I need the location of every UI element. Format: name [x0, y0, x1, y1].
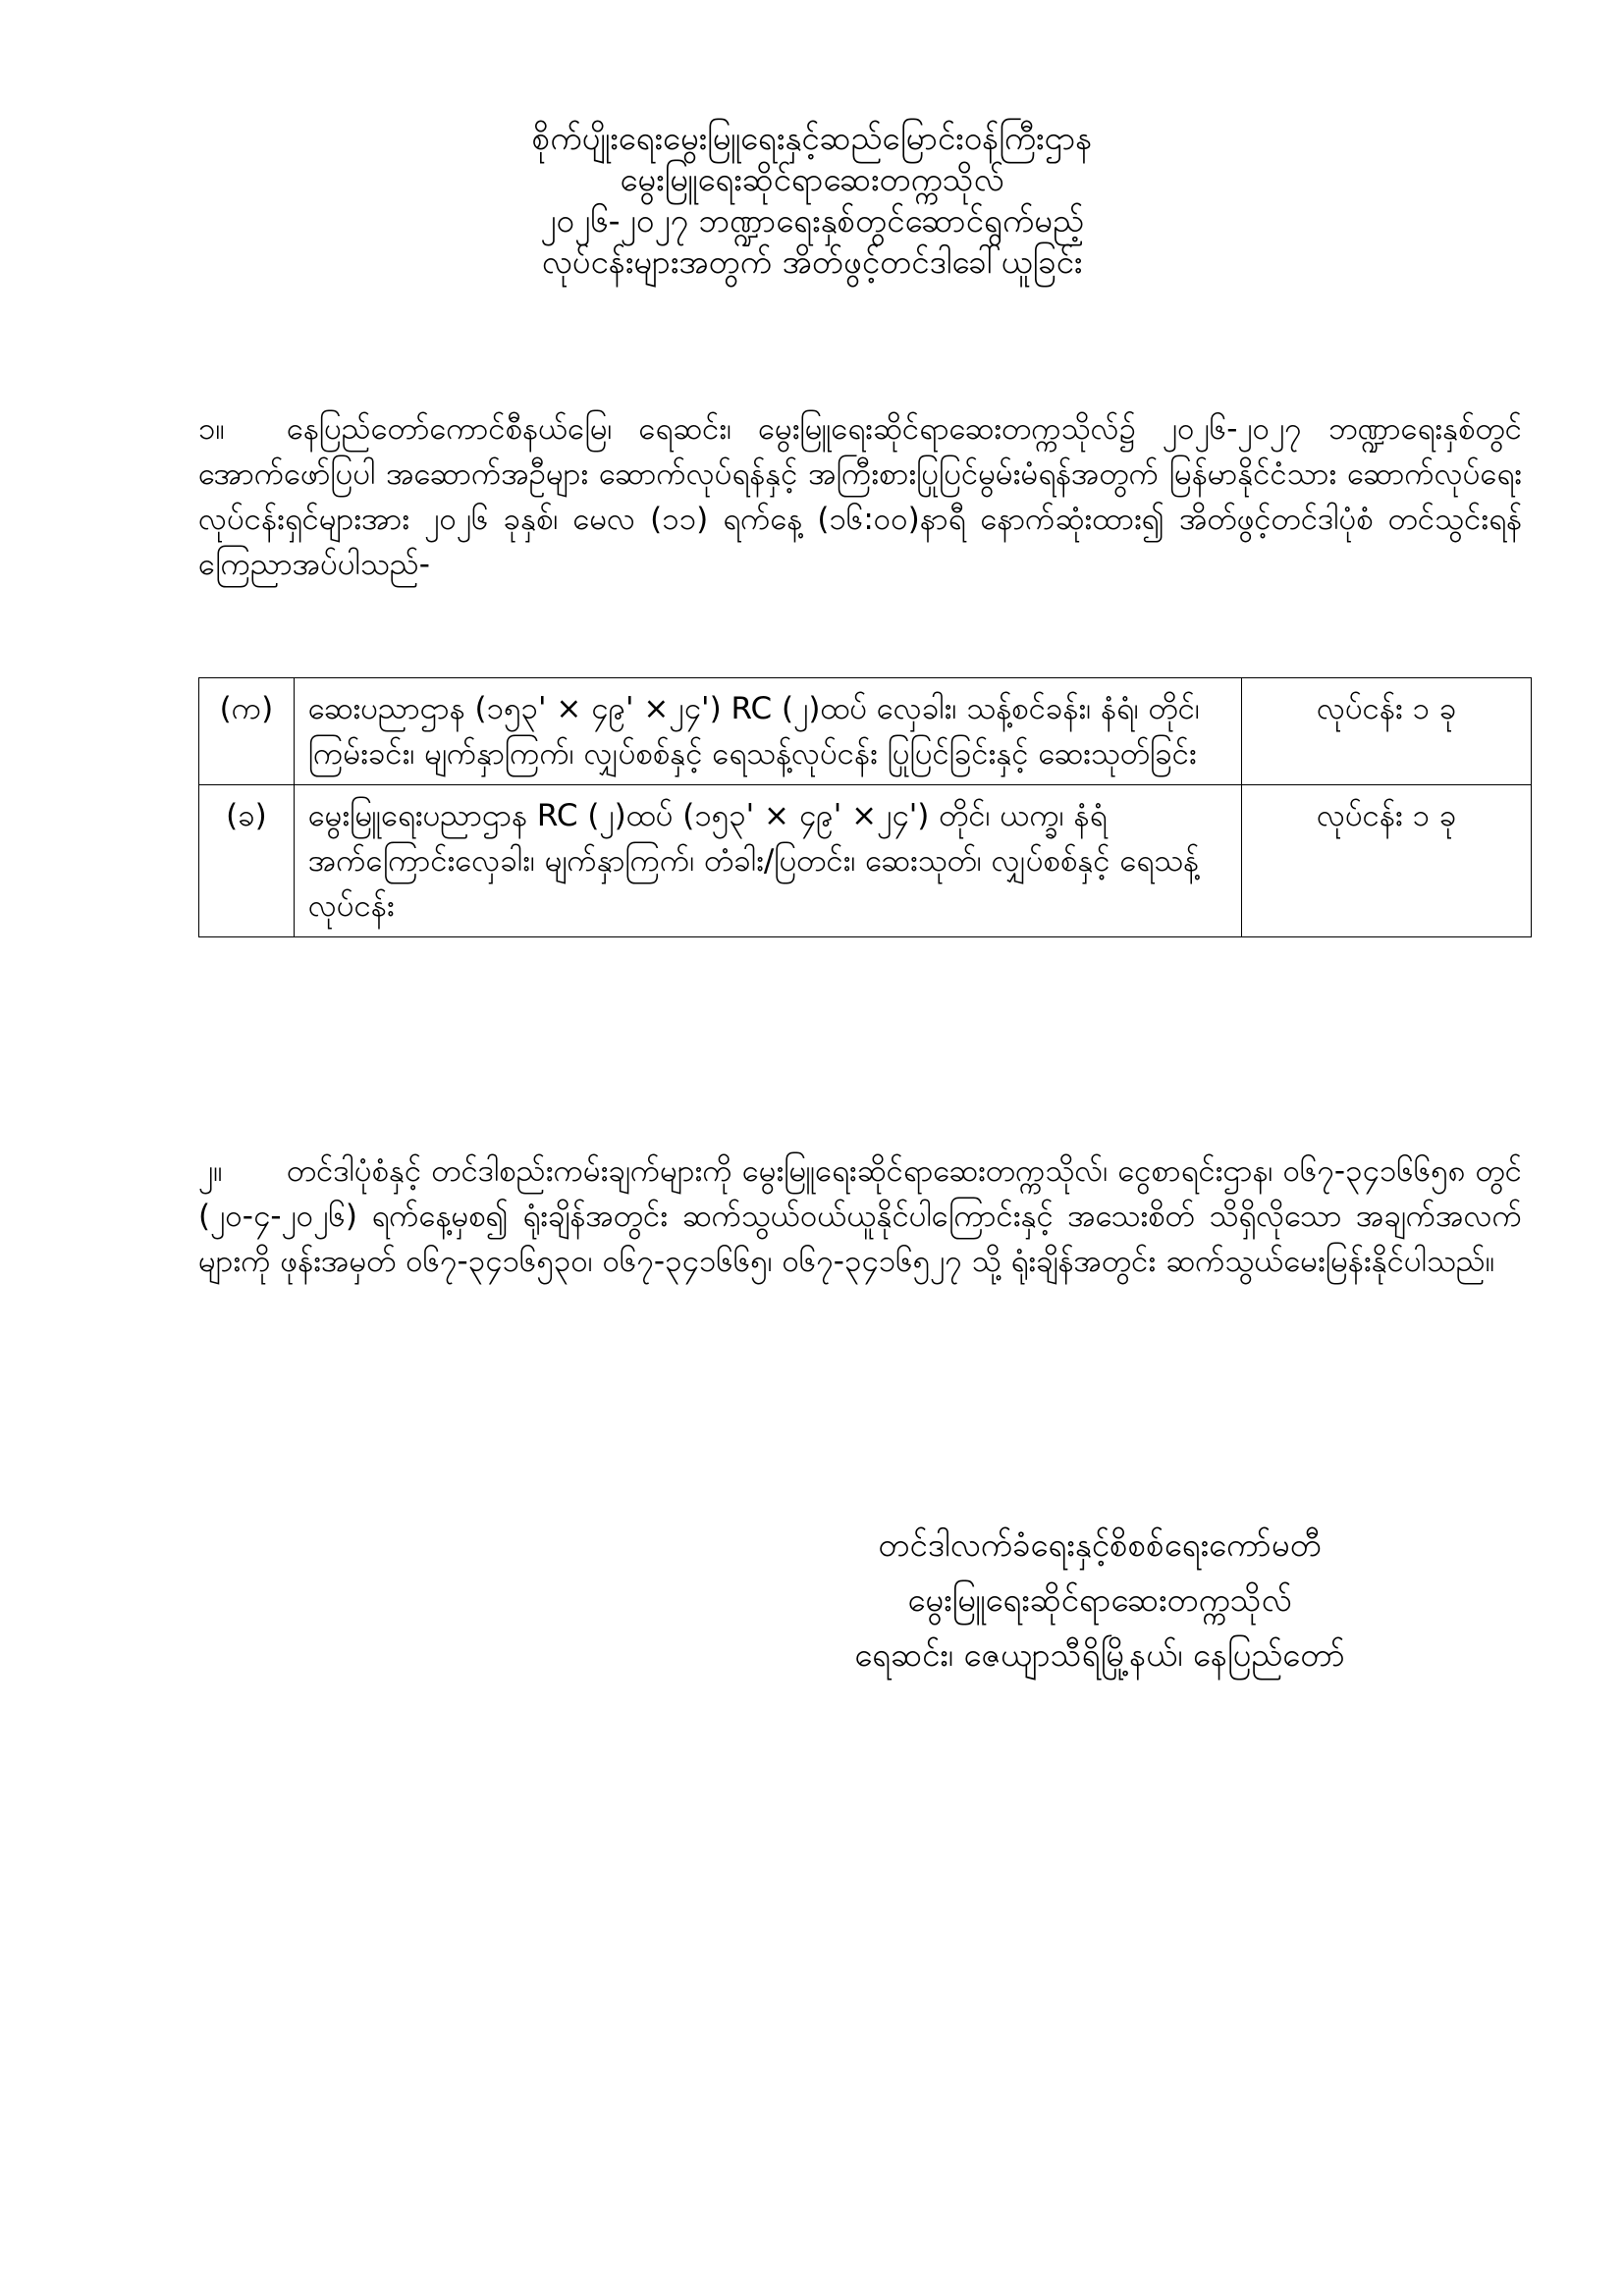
- document-title: လုပ်ငန်းများအတွက် အိတ်ဖွင့်တင်ဒါခေါ်ယူခြင်း: [541, 242, 1083, 281]
- work-quantity: လုပ်ငန်း ၁ ခု: [1242, 785, 1532, 937]
- document-header: [0, 118, 1624, 283]
- paragraph-number: ၂။: [198, 1153, 223, 1189]
- signature-address: ရေဆင်း၊ ဇေယျာသီရိမြို့နယ်၊ နေပြည်တော်: [854, 1635, 1345, 1674]
- fiscal-year-line: ၂၀၂၆-၂၀၂၇ ဘဏ္ဍာရေးနှစ်တွင်ဆောင်ရွက်မည့်: [540, 201, 1084, 240]
- row-index: (ခ): [199, 785, 295, 937]
- university-name: မွေးမြူရေးဆိုင်ရာဆေးတက္ကသိုလ်: [620, 160, 1004, 198]
- works-table: [198, 677, 1532, 937]
- committee-name: တင်ဒါလက်ခံရေးနှင့်စိစစ်ရေးကော်မတီ: [878, 1525, 1322, 1564]
- work-description: ဆေးပညာဌာန (၁၅၃' × ၄၉' ×၂၄') RC (၂)ထပ် လှေခါး၊ သန့်စင်ခန်း၊ နံရံ၊ တိုင်၊ ကြမ်းခင်း၊ မျက်နှာကြက်၊ လျှပ်စစ်နှင့် ရေသန့်လုပ်ငန်း ပြုပြင်ခြင်းနှင့် ဆေးသုတ်ခြင်း: [294, 678, 1241, 785]
- work-quantity: လုပ်ငန်း ၁ ခု: [1242, 678, 1532, 785]
- work-description: မွေးမြူရေးပညာဌာန RC (၂)ထပ် (၁၅၃' × ၄၉' ×၂၄') တိုင်၊ ယက္ခ၊ နံရံအက်ကြောင်းလှေခါး၊ မျက်နှာကြက်၊ တံခါး/ပြတင်း၊ ဆေးသုတ်၊ လျှပ်စစ်နှင့် ရေသန့်လုပ်ငန်း: [294, 785, 1241, 937]
- paragraph-2: [198, 1148, 1522, 1284]
- table-row: [199, 785, 1532, 937]
- paragraph-text: နေပြည်တော်ကောင်စီနယ်မြေ၊ ရေဆင်း၊ မွေးမြူရေးဆိုင်ရာဆေးတက္ကသိုလ်၌ ၂၀၂၆-၂၀၂၇ ဘဏ္ဍာရေးနှစ်တွင် အောက်ဖော်ပြပါ အဆောက်အဦများ ဆောက်လုပ်ရန်နှင့် အကြီးစားပြုပြင်မွမ်းမံရန်အတွက် မြန်မာနိုင်ငံသား ဆောက်လုပ်ရေးလုပ်ငန်းရှင်များအား ၂၀၂၆ ခုနှစ်၊ မေလ (၁၁) ရက်နေ့ (၁၆:၀၀)နာရီ နောက်ဆုံးထား၍ အိတ်ဖွင့်တင်ဒါပုံစံ တင်သွင်းရန် ကြေညာအပ်ပါသည်-: [198, 411, 1522, 582]
- signature-block: [805, 1518, 1394, 1682]
- row-index: (က): [199, 678, 295, 785]
- paragraph-1: [198, 406, 1522, 587]
- paragraph-number: ၁။: [198, 411, 225, 447]
- ministry-name: စိုက်ပျိုးရေးမွေးမြူရေးနှင့်ဆည်မြောင်းဝန်ကြီးဌာန: [531, 119, 1093, 157]
- paragraph-text: တင်ဒါပုံစံနှင့် တင်ဒါစည်းကမ်းချက်များကို မွေးမြူရေးဆိုင်ရာဆေးတက္ကသိုလ်၊ ငွေစာရင်းဌာန၊ ၀၆၇-၃၄၁၆၆၅၈ တွင် (၂၀-၄-၂၀၂၆) ရက်နေ့မှစ၍ ရုံးချိန်အတွင်း ဆက်သွယ်ဝယ်ယူနိုင်ပါကြောင်းနှင့် အသေးစိတ် သိရှိလိုသော အချက်အလက်များကို ဖုန်းအမှတ် ၀၆၇-၃၄၁၆၅၃၀၊ ၀၆၇-၃၄၁၆၆၅၊ ၀၆၇-၃၄၁၆၅၂၇ သို့ ရုံးချိန်အတွင်း ဆက်သွယ်မေးမြန်းနိုင်ပါသည်။: [198, 1153, 1522, 1279]
- table-row: [199, 678, 1532, 785]
- signature-university: မွေးမြူရေးဆိုင်ရာဆေးတက္ကသိုလ်: [907, 1580, 1292, 1619]
